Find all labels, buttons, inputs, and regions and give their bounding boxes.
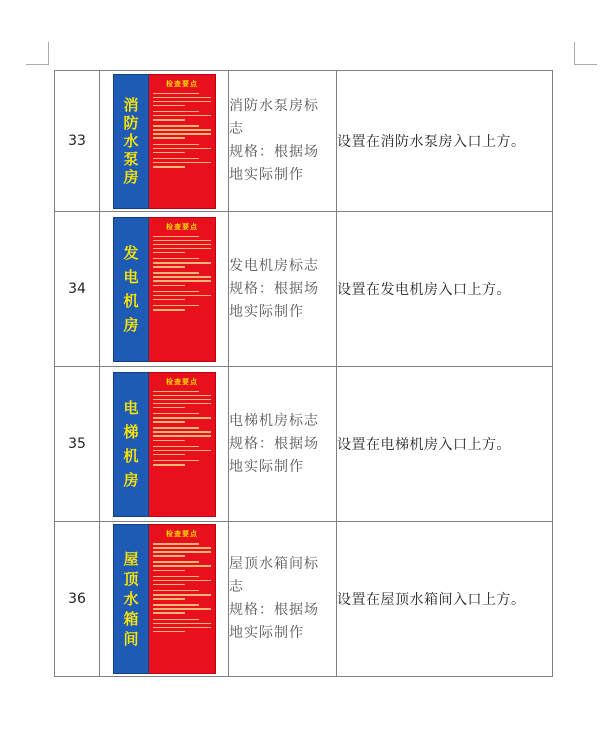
sign-title-char: 电 — [123, 268, 139, 286]
placement-requirement: 设置在消防水泵房入口上方。 — [337, 71, 553, 212]
sign-description: 发电机房标志 规格：根据场 地实际制作 — [229, 212, 337, 367]
sign-title-char: 防 — [123, 114, 139, 132]
sign-image — [113, 74, 228, 209]
sign-title-char: 梯 — [123, 423, 139, 441]
sign-title-char: 泵 — [123, 150, 139, 168]
sign-title-char: 间 — [123, 630, 139, 648]
sign-checklist-text — [152, 236, 212, 311]
sign-title-char: 机 — [123, 447, 139, 465]
page-corner-top-left — [26, 42, 49, 65]
sign-title-char: 机 — [123, 292, 139, 310]
sign-checklist-header: 检查要点 — [166, 377, 198, 386]
sign-title-char: 箱 — [123, 610, 139, 628]
sign-checklist-text — [152, 543, 212, 632]
sign-title-char: 发 — [123, 244, 139, 262]
sign-checklist-panel — [149, 524, 216, 674]
sign-description: 电梯机房标志 规格：根据场 地实际制作 — [229, 367, 337, 522]
sign-title-panel — [113, 217, 149, 362]
sign-title-char: 水 — [123, 132, 139, 150]
sign-checklist-header: 检查要点 — [166, 530, 198, 538]
placement-requirement: 设置在电梯机房入口上方。 — [337, 367, 553, 522]
sign-checklist-panel — [149, 372, 216, 517]
table-row — [55, 212, 553, 367]
sign-title-char: 房 — [123, 168, 139, 186]
sign-checklist-text — [152, 391, 212, 466]
sign-checklist-text — [152, 93, 212, 168]
row-number: 35 — [55, 367, 100, 522]
table-row — [55, 71, 553, 212]
sign-image — [113, 217, 228, 362]
sign-title-panel — [113, 524, 149, 674]
sign-image — [113, 524, 228, 674]
sign-title-char: 消 — [123, 96, 139, 114]
row-number: 36 — [55, 522, 100, 677]
sign-title-char: 电 — [123, 399, 139, 417]
sign-checklist-header: 检查要点 — [166, 79, 198, 88]
row-number: 33 — [55, 71, 100, 212]
sign-title-char: 房 — [123, 316, 139, 334]
sign-checklist-panel — [149, 217, 216, 362]
table-row — [55, 522, 553, 677]
table-row — [55, 367, 553, 522]
sign-description: 消防水泵房标 志 规格：根据场 地实际制作 — [229, 71, 337, 212]
sign-title-char: 顶 — [123, 570, 139, 588]
sign-title-panel — [113, 74, 149, 209]
sign-image — [113, 372, 228, 517]
sign-title-panel — [113, 372, 149, 517]
page-corner-top-right — [574, 42, 597, 65]
signage-table — [54, 70, 553, 677]
sign-description: 屋顶水箱间标 志 规格：根据场 地实际制作 — [229, 522, 337, 677]
sign-title-char: 屋 — [123, 550, 139, 568]
row-number: 34 — [55, 212, 100, 367]
sign-checklist-panel — [149, 74, 216, 209]
placement-requirement: 设置在发电机房入口上方。 — [337, 212, 553, 367]
sign-title-char: 水 — [123, 590, 139, 608]
sign-checklist-header: 检查要点 — [166, 222, 198, 231]
placement-requirement: 设置在屋顶水箱间入口上方。 — [337, 522, 553, 677]
sign-title-char: 房 — [123, 471, 139, 489]
